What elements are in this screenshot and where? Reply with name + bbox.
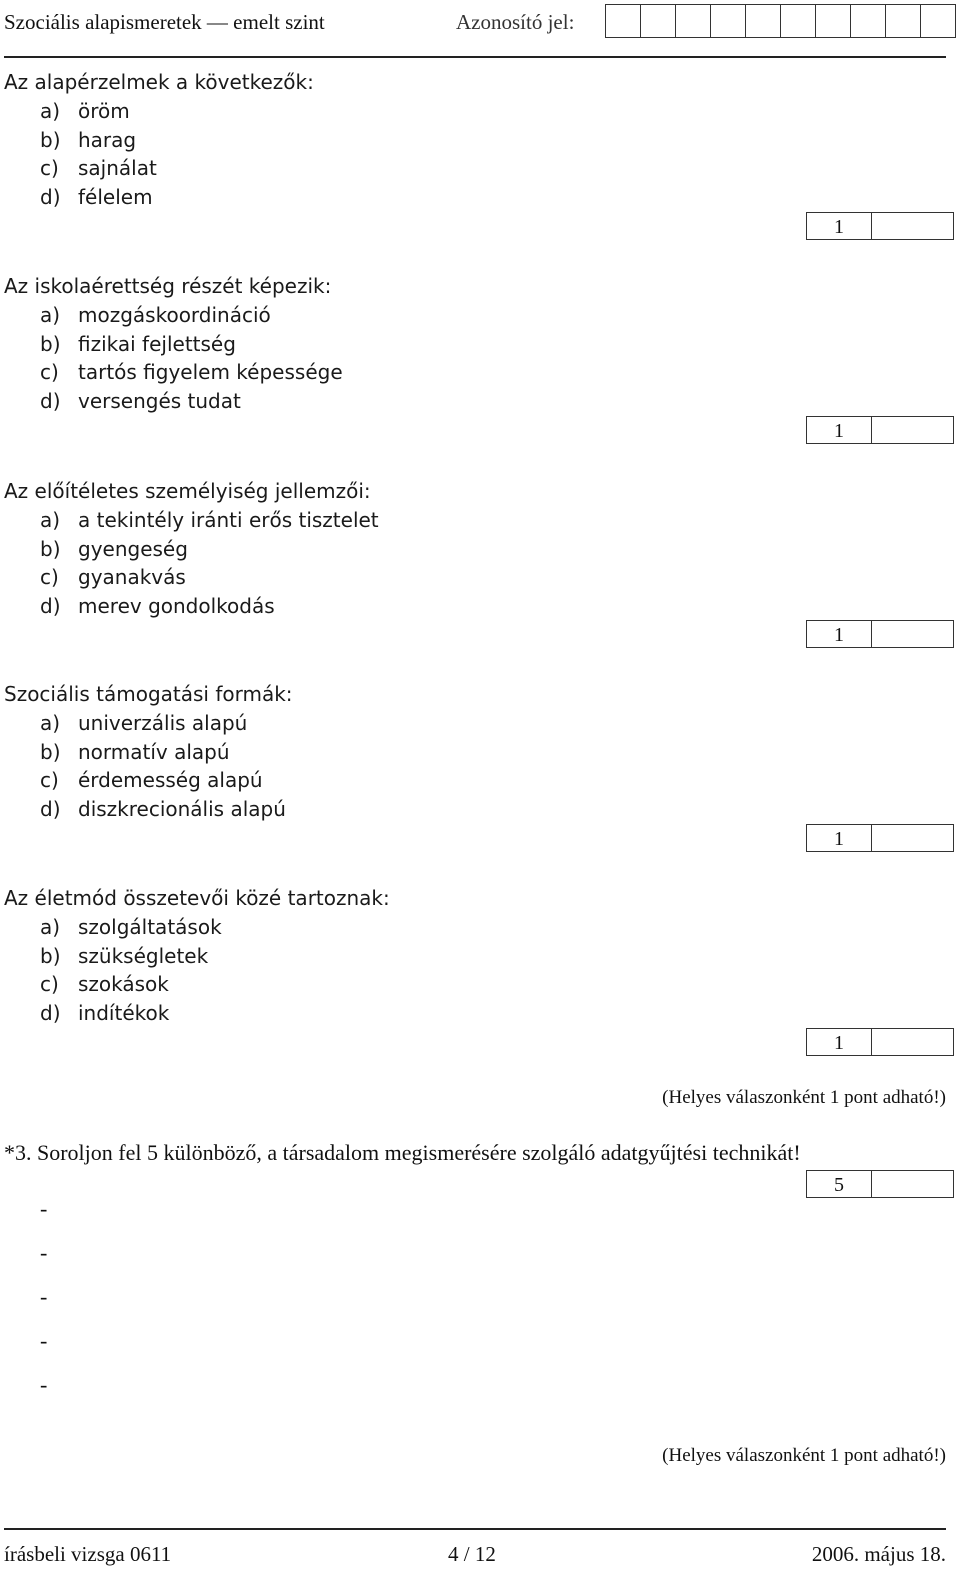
id-box[interactable]	[605, 4, 641, 38]
option-d: d) merev gondolkodás	[40, 594, 275, 619]
option-d: d) versengés tudat	[40, 389, 241, 414]
max-score: 1	[806, 1028, 872, 1056]
option-d: d) indítékok	[40, 1001, 170, 1026]
answer-line[interactable]: -	[40, 1284, 48, 1309]
option-c: c) gyanakvás	[40, 565, 186, 590]
option-c: c) szokások	[40, 972, 169, 997]
max-score: 5	[806, 1170, 872, 1198]
id-box[interactable]	[885, 4, 921, 38]
id-box[interactable]	[850, 4, 886, 38]
id-box[interactable]	[640, 4, 676, 38]
option-b: b) fizikai fejlettség	[40, 331, 236, 356]
answer-list	[40, 1196, 47, 1416]
question-1	[4, 68, 314, 212]
max-score: 1	[806, 416, 872, 444]
score-box-5	[806, 1028, 954, 1056]
answer-line[interactable]: -	[40, 1240, 48, 1265]
scoring-note: (Helyes válaszonként 1 pont adható!)	[662, 1087, 946, 1108]
option-c: c) sajnálat	[40, 156, 157, 181]
answer-line[interactable]: -	[40, 1328, 48, 1353]
score-box-2	[806, 416, 954, 444]
option-a: a) univerzális alapú	[40, 710, 248, 735]
header-title: Szociális alapismeretek — emelt szint	[4, 10, 325, 34]
id-boxes	[606, 4, 956, 38]
footer-date: 2006. május 18.	[811, 1542, 946, 1566]
score-field[interactable]	[872, 212, 954, 240]
question-stem: Szociális támogatási formák:	[4, 682, 293, 706]
task-3-prompt: *3. Soroljon fel 5 különböző, a társadalom megismerésére szolgáló adatgyűjtési technikát!	[4, 1140, 801, 1165]
option-b: b) szükségletek	[40, 943, 209, 968]
score-box-3	[806, 620, 954, 648]
id-box[interactable]	[815, 4, 851, 38]
question-stem: Az iskolaérettség részét képezik:	[4, 274, 332, 298]
option-a: a) szolgáltatások	[40, 914, 222, 939]
scoring-note: (Helyes válaszonként 1 pont adható!)	[662, 1445, 946, 1466]
score-field[interactable]	[872, 620, 954, 648]
option-a: a) mozgáskoordináció	[40, 302, 271, 327]
option-b: b) normatív alapú	[40, 739, 230, 764]
max-score: 1	[806, 620, 872, 648]
footer-exam-code: írásbeli vizsga 0611	[4, 1542, 172, 1566]
score-box-4	[806, 824, 954, 852]
id-box[interactable]	[745, 4, 781, 38]
option-c: c) érdemesség alapú	[40, 768, 263, 793]
option-d: d) félelem	[40, 185, 153, 210]
id-box[interactable]	[780, 4, 816, 38]
id-box[interactable]	[710, 4, 746, 38]
option-b: b) harag	[40, 127, 137, 152]
id-box[interactable]	[675, 4, 711, 38]
option-b: b) gyengeség	[40, 536, 188, 561]
answer-line[interactable]: -	[40, 1196, 48, 1221]
question-5	[4, 884, 390, 1028]
option-d: d) diszkrecionális alapú	[40, 797, 286, 822]
question-stem: Az életmód összetevői közé tartoznak:	[4, 886, 390, 910]
question-3	[4, 477, 379, 621]
id-box[interactable]	[920, 4, 956, 38]
footer-divider	[4, 1528, 946, 1530]
score-field[interactable]	[872, 824, 954, 852]
page-number: 4 / 12	[448, 1542, 496, 1566]
question-stem: Az előítéletes személyiség jellemzői:	[4, 479, 371, 503]
header-divider	[4, 56, 946, 58]
id-label: Azonosító jel:	[456, 10, 575, 34]
option-c: c) tartós figyelem képessége	[40, 360, 343, 385]
max-score: 1	[806, 824, 872, 852]
score-box-1	[806, 212, 954, 240]
question-stem: Az alapérzelmek a következők:	[4, 70, 314, 94]
score-field[interactable]	[872, 416, 954, 444]
score-box-task-3	[806, 1170, 954, 1198]
score-field[interactable]	[872, 1170, 954, 1198]
question-4	[4, 680, 293, 824]
option-a: a) a tekintély iránti erős tisztelet	[40, 507, 379, 532]
answer-line[interactable]: -	[40, 1372, 48, 1397]
max-score: 1	[806, 212, 872, 240]
score-field[interactable]	[872, 1028, 954, 1056]
question-2	[4, 272, 343, 416]
option-a: a) öröm	[40, 98, 130, 123]
